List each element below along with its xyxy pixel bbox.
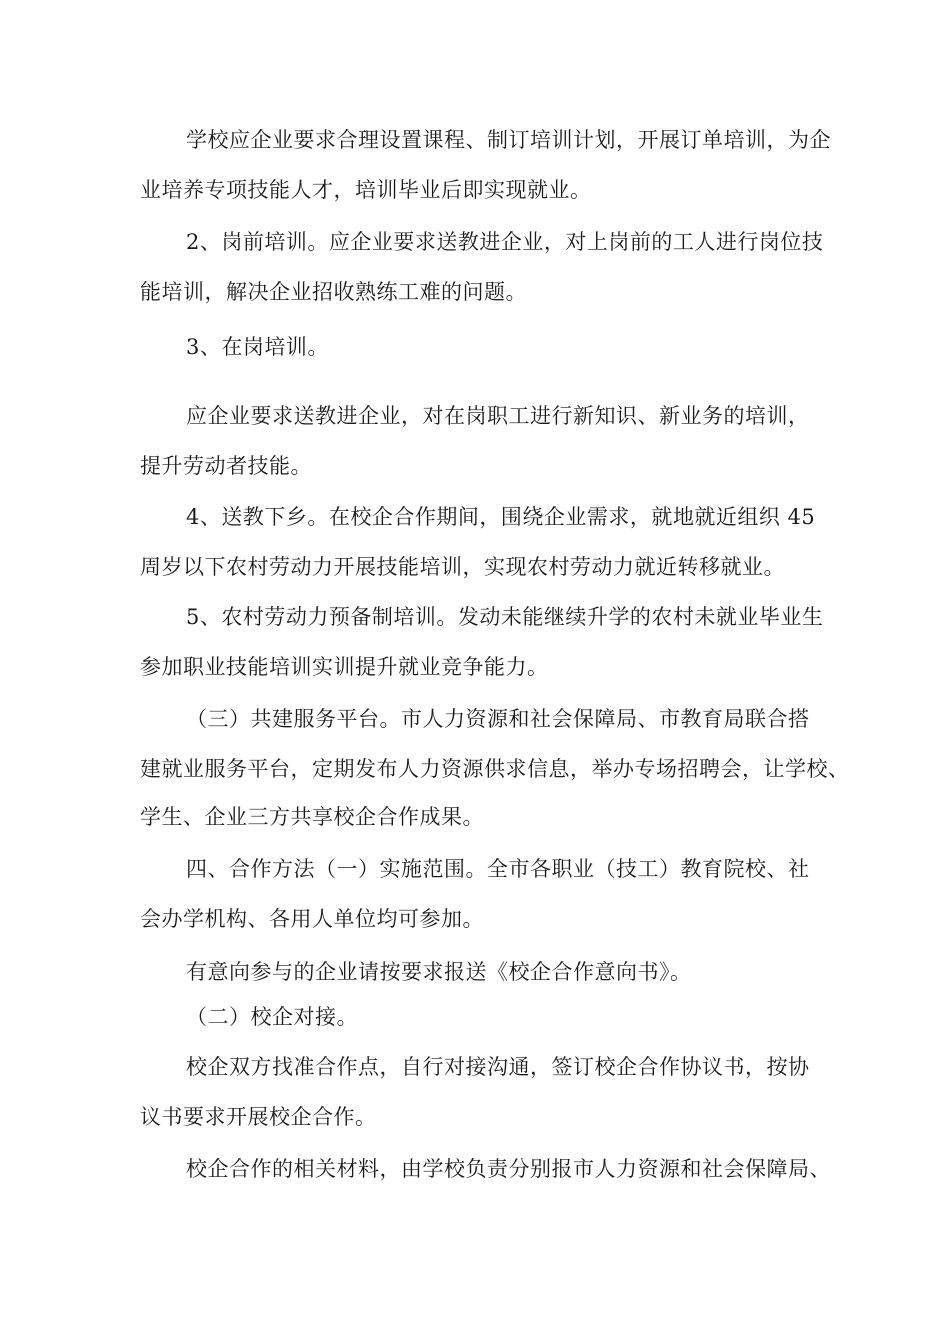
text-line-20: 议书要求开展校企合作。 (140, 1105, 377, 1129)
text-line-12: （三）共建服务平台。市人力资源和社会保障局、市教育局联合搭 (186, 707, 810, 731)
text-line-13: 建就业服务平台，定期发布人力资源供求信息，举办专场招聘会，让学校、 (140, 757, 850, 781)
text-line-2: 业培养专项技能人才，培训毕业后即实现就业。 (140, 178, 592, 202)
text-line-9: 周岁以下农村劳动力开展技能培训，实现农村劳动力就近转移就业。 (140, 555, 785, 579)
text-line-11: 参加职业技能培训实训提升就业竞争能力。 (140, 655, 549, 679)
text-line-14: 学生、企业三方共享校企合作成果。 (140, 805, 484, 829)
text-line-18: （二）校企对接。 (186, 1005, 358, 1029)
text-line-10: 5、农村劳动力预备制培训。发动未能继续升学的农村未就业毕业生 (186, 605, 824, 629)
text-line-17: 有意向参与的企业请按要求报送《校企合作意向书》。 (186, 960, 692, 984)
text-line-7: 提升劳动者技能。 (140, 454, 312, 478)
text-line-16: 会办学机构、各用人单位均可参加。 (140, 907, 484, 931)
text-line-3: 2、岗前培训。应企业要求送教进企业，对上岗前的工人进行岗位技 (186, 230, 824, 254)
text-line-1: 学校应企业要求合理设置课程、制订培训计划，开展订单培训，为企 (186, 128, 831, 152)
text-line-21: 校企合作的相关材料，由学校负责分别报市人力资源和社会保障局、 (186, 1157, 831, 1181)
text-line-6: 应企业要求送教进企业，对在岗职工进行新知识、新业务的培训， (186, 404, 810, 428)
text-line-5: 3、在岗培训。 (186, 335, 329, 359)
text-line-8: 4、送教下乡。在校企合作期间，围绕企业需求，就地就近组织 45 (186, 505, 816, 529)
text-line-19: 校企双方找准合作点，自行对接沟通，签订校企合作协议书，按协 (186, 1055, 810, 1079)
text-line-15: 四、合作方法（一）实施范围。全市各职业（技工）教育院校、社 (186, 857, 810, 881)
text-line-4: 能培训，解决企业招收熟练工难的问题。 (140, 280, 527, 304)
